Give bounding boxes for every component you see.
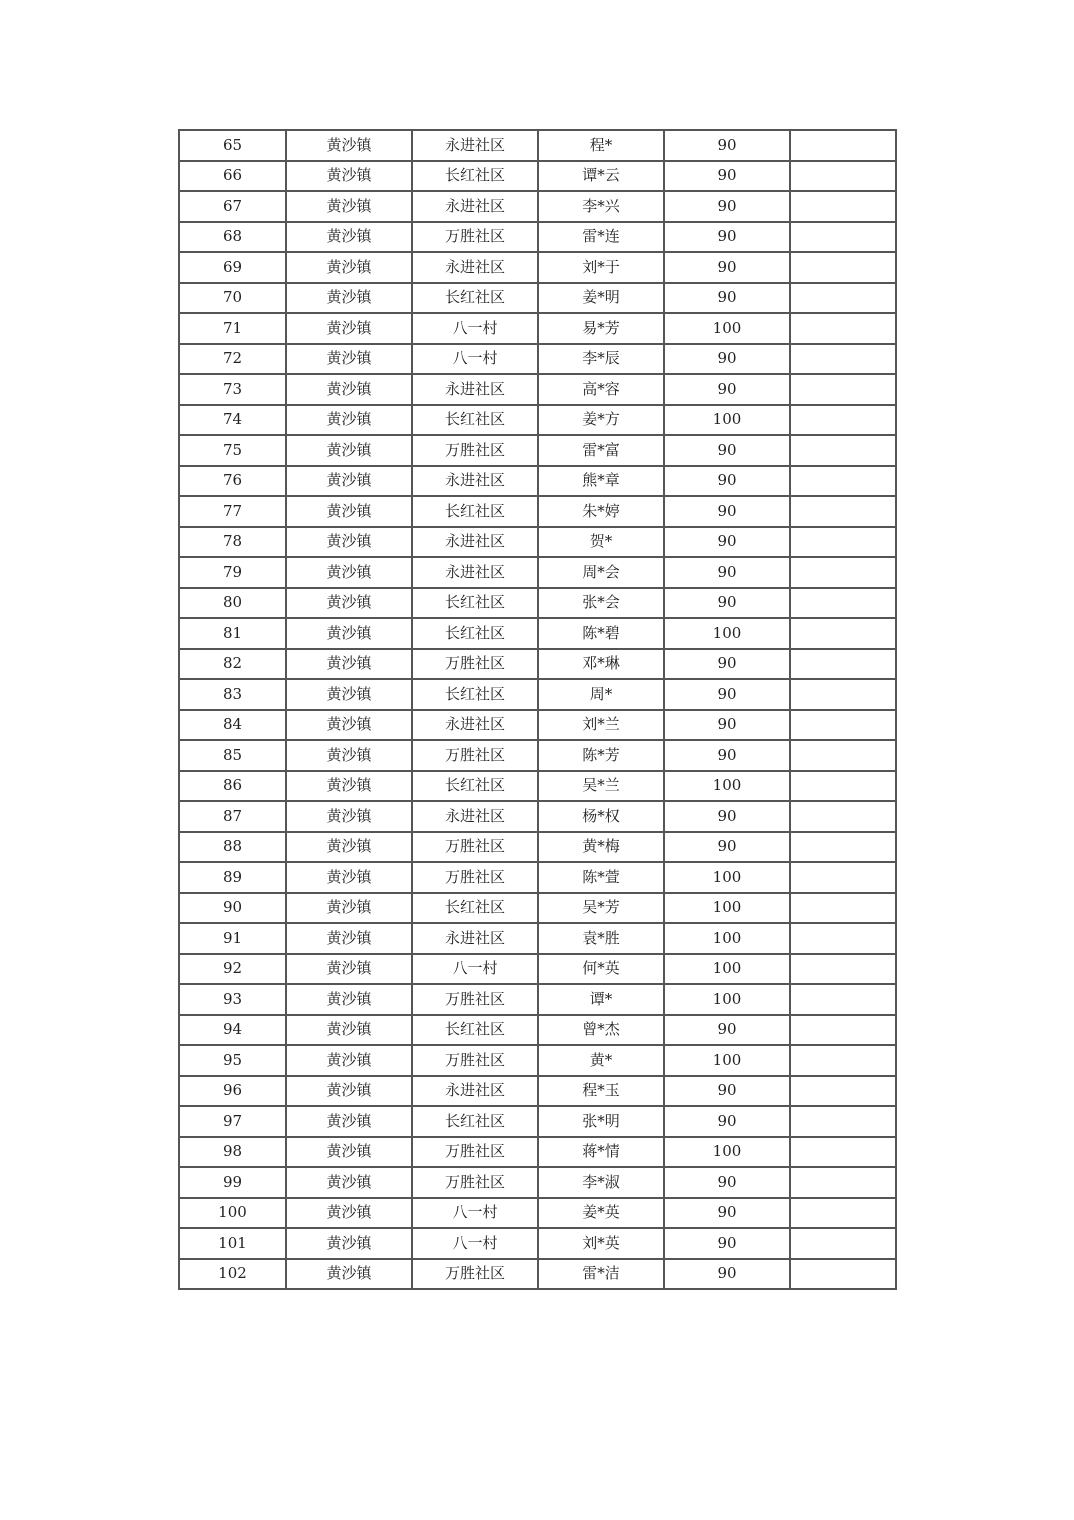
name-cell: 陈*芳 (538, 740, 664, 771)
row-index-cell: 102 (179, 1259, 286, 1290)
town-cell: 黄沙镇 (286, 923, 412, 954)
table-row (179, 496, 896, 527)
town-cell: 黄沙镇 (286, 496, 412, 527)
score-cell: 90 (664, 130, 790, 161)
row-index-cell: 95 (179, 1045, 286, 1076)
row-index-cell: 69 (179, 252, 286, 283)
town-cell: 黄沙镇 (286, 130, 412, 161)
table-row (179, 954, 896, 985)
row-index-cell: 70 (179, 283, 286, 314)
score-cell: 90 (664, 801, 790, 832)
town-cell: 黄沙镇 (286, 252, 412, 283)
name-cell: 张*会 (538, 588, 664, 619)
row-index-cell: 101 (179, 1228, 286, 1259)
score-cell: 90 (664, 557, 790, 588)
row-index-cell: 94 (179, 1015, 286, 1046)
note-cell (790, 771, 896, 802)
table-row (179, 618, 896, 649)
row-index-cell: 81 (179, 618, 286, 649)
note-cell (790, 1137, 896, 1168)
town-cell: 黄沙镇 (286, 1137, 412, 1168)
score-cell: 100 (664, 771, 790, 802)
score-cell: 100 (664, 862, 790, 893)
community-cell: 万胜社区 (412, 740, 538, 771)
table-row (179, 1045, 896, 1076)
table-row (179, 344, 896, 375)
name-cell: 周* (538, 679, 664, 710)
score-cell: 90 (664, 466, 790, 497)
name-cell: 陈*萱 (538, 862, 664, 893)
table-row (179, 527, 896, 558)
town-cell: 黄沙镇 (286, 435, 412, 466)
community-cell: 永进社区 (412, 466, 538, 497)
name-cell: 程*玉 (538, 1076, 664, 1107)
community-cell: 八一村 (412, 313, 538, 344)
table-row (179, 1228, 896, 1259)
name-cell: 雷*富 (538, 435, 664, 466)
name-cell: 雷*洁 (538, 1259, 664, 1290)
community-cell: 永进社区 (412, 374, 538, 405)
note-cell (790, 222, 896, 253)
score-cell: 90 (664, 740, 790, 771)
row-index-cell: 96 (179, 1076, 286, 1107)
note-cell (790, 740, 896, 771)
name-cell: 谭* (538, 984, 664, 1015)
row-index-cell: 71 (179, 313, 286, 344)
table-row (179, 1137, 896, 1168)
town-cell: 黄沙镇 (286, 344, 412, 375)
row-index-cell: 77 (179, 496, 286, 527)
note-cell (790, 344, 896, 375)
community-cell: 永进社区 (412, 130, 538, 161)
name-cell: 刘*英 (538, 1228, 664, 1259)
row-index-cell: 72 (179, 344, 286, 375)
note-cell (790, 405, 896, 436)
row-index-cell: 87 (179, 801, 286, 832)
community-cell: 万胜社区 (412, 984, 538, 1015)
community-cell: 永进社区 (412, 923, 538, 954)
table-row (179, 252, 896, 283)
note-cell (790, 1076, 896, 1107)
community-cell: 永进社区 (412, 801, 538, 832)
town-cell: 黄沙镇 (286, 740, 412, 771)
row-index-cell: 83 (179, 679, 286, 710)
score-cell: 100 (664, 893, 790, 924)
table-row (179, 893, 896, 924)
roster-table-body (179, 130, 896, 1289)
score-cell: 90 (664, 1198, 790, 1229)
community-cell: 万胜社区 (412, 222, 538, 253)
table-row (179, 1015, 896, 1046)
table-row (179, 923, 896, 954)
score-cell: 90 (664, 191, 790, 222)
row-index-cell: 91 (179, 923, 286, 954)
table-row (179, 191, 896, 222)
name-cell: 吴*兰 (538, 771, 664, 802)
town-cell: 黄沙镇 (286, 313, 412, 344)
row-index-cell: 65 (179, 130, 286, 161)
name-cell: 刘*于 (538, 252, 664, 283)
table-row (179, 374, 896, 405)
town-cell: 黄沙镇 (286, 1076, 412, 1107)
town-cell: 黄沙镇 (286, 649, 412, 680)
roster-table (178, 129, 897, 1290)
name-cell: 易*芳 (538, 313, 664, 344)
table-row (179, 649, 896, 680)
town-cell: 黄沙镇 (286, 893, 412, 924)
table-row (179, 161, 896, 192)
score-cell: 100 (664, 1137, 790, 1168)
row-index-cell: 92 (179, 954, 286, 985)
note-cell (790, 1015, 896, 1046)
score-cell: 90 (664, 222, 790, 253)
community-cell: 八一村 (412, 954, 538, 985)
town-cell: 黄沙镇 (286, 984, 412, 1015)
note-cell (790, 252, 896, 283)
community-cell: 长红社区 (412, 771, 538, 802)
name-cell: 黄* (538, 1045, 664, 1076)
score-cell: 90 (664, 710, 790, 741)
community-cell: 万胜社区 (412, 1137, 538, 1168)
community-cell: 永进社区 (412, 191, 538, 222)
score-cell: 90 (664, 1106, 790, 1137)
note-cell (790, 557, 896, 588)
note-cell (790, 1259, 896, 1290)
row-index-cell: 66 (179, 161, 286, 192)
town-cell: 黄沙镇 (286, 527, 412, 558)
table-row (179, 984, 896, 1015)
note-cell (790, 1045, 896, 1076)
score-cell: 90 (664, 832, 790, 863)
name-cell: 雷*连 (538, 222, 664, 253)
note-cell (790, 832, 896, 863)
name-cell: 李*兴 (538, 191, 664, 222)
table-row (179, 862, 896, 893)
community-cell: 万胜社区 (412, 1045, 538, 1076)
note-cell (790, 374, 896, 405)
score-cell: 100 (664, 923, 790, 954)
score-cell: 100 (664, 618, 790, 649)
community-cell: 长红社区 (412, 405, 538, 436)
table-row (179, 679, 896, 710)
table-row (179, 832, 896, 863)
row-index-cell: 93 (179, 984, 286, 1015)
row-index-cell: 68 (179, 222, 286, 253)
score-cell: 90 (664, 161, 790, 192)
town-cell: 黄沙镇 (286, 588, 412, 619)
community-cell: 长红社区 (412, 679, 538, 710)
name-cell: 周*会 (538, 557, 664, 588)
row-index-cell: 82 (179, 649, 286, 680)
name-cell: 朱*婷 (538, 496, 664, 527)
table-row (179, 710, 896, 741)
town-cell: 黄沙镇 (286, 283, 412, 314)
town-cell: 黄沙镇 (286, 1015, 412, 1046)
note-cell (790, 130, 896, 161)
name-cell: 姜*明 (538, 283, 664, 314)
row-index-cell: 97 (179, 1106, 286, 1137)
community-cell: 长红社区 (412, 496, 538, 527)
community-cell: 万胜社区 (412, 1167, 538, 1198)
town-cell: 黄沙镇 (286, 191, 412, 222)
table-row (179, 588, 896, 619)
score-cell: 90 (664, 1259, 790, 1290)
community-cell: 万胜社区 (412, 832, 538, 863)
name-cell: 高*容 (538, 374, 664, 405)
score-cell: 90 (664, 344, 790, 375)
row-index-cell: 76 (179, 466, 286, 497)
table-row (179, 1167, 896, 1198)
table-row (179, 466, 896, 497)
town-cell: 黄沙镇 (286, 1045, 412, 1076)
row-index-cell: 86 (179, 771, 286, 802)
town-cell: 黄沙镇 (286, 405, 412, 436)
community-cell: 万胜社区 (412, 649, 538, 680)
note-cell (790, 984, 896, 1015)
name-cell: 刘*兰 (538, 710, 664, 741)
town-cell: 黄沙镇 (286, 801, 412, 832)
town-cell: 黄沙镇 (286, 161, 412, 192)
score-cell: 90 (664, 1228, 790, 1259)
score-cell: 90 (664, 374, 790, 405)
town-cell: 黄沙镇 (286, 1259, 412, 1290)
table-row (179, 1106, 896, 1137)
row-index-cell: 100 (179, 1198, 286, 1229)
town-cell: 黄沙镇 (286, 466, 412, 497)
note-cell (790, 435, 896, 466)
name-cell: 杨*权 (538, 801, 664, 832)
town-cell: 黄沙镇 (286, 1198, 412, 1229)
score-cell: 90 (664, 496, 790, 527)
note-cell (790, 1167, 896, 1198)
community-cell: 长红社区 (412, 283, 538, 314)
note-cell (790, 191, 896, 222)
score-cell: 100 (664, 984, 790, 1015)
name-cell: 谭*云 (538, 161, 664, 192)
name-cell: 张*明 (538, 1106, 664, 1137)
note-cell (790, 1106, 896, 1137)
row-index-cell: 79 (179, 557, 286, 588)
community-cell: 长红社区 (412, 618, 538, 649)
row-index-cell: 99 (179, 1167, 286, 1198)
score-cell: 90 (664, 252, 790, 283)
table-row (179, 283, 896, 314)
name-cell: 黄*梅 (538, 832, 664, 863)
score-cell: 90 (664, 649, 790, 680)
name-cell: 蒋*情 (538, 1137, 664, 1168)
name-cell: 邓*琳 (538, 649, 664, 680)
name-cell: 贺* (538, 527, 664, 558)
score-cell: 90 (664, 283, 790, 314)
name-cell: 熊*章 (538, 466, 664, 497)
town-cell: 黄沙镇 (286, 618, 412, 649)
score-cell: 100 (664, 313, 790, 344)
row-index-cell: 78 (179, 527, 286, 558)
town-cell: 黄沙镇 (286, 832, 412, 863)
note-cell (790, 588, 896, 619)
note-cell (790, 283, 896, 314)
town-cell: 黄沙镇 (286, 771, 412, 802)
note-cell (790, 618, 896, 649)
table-row (179, 130, 896, 161)
town-cell: 黄沙镇 (286, 557, 412, 588)
score-cell: 100 (664, 405, 790, 436)
community-cell: 万胜社区 (412, 862, 538, 893)
town-cell: 黄沙镇 (286, 1167, 412, 1198)
community-cell: 万胜社区 (412, 1259, 538, 1290)
name-cell: 吴*芳 (538, 893, 664, 924)
name-cell: 袁*胜 (538, 923, 664, 954)
row-index-cell: 84 (179, 710, 286, 741)
score-cell: 90 (664, 679, 790, 710)
table-row (179, 557, 896, 588)
note-cell (790, 801, 896, 832)
note-cell (790, 1198, 896, 1229)
table-row (179, 313, 896, 344)
community-cell: 永进社区 (412, 252, 538, 283)
community-cell: 长红社区 (412, 1015, 538, 1046)
town-cell: 黄沙镇 (286, 222, 412, 253)
score-cell: 90 (664, 1076, 790, 1107)
community-cell: 永进社区 (412, 527, 538, 558)
town-cell: 黄沙镇 (286, 679, 412, 710)
name-cell: 程* (538, 130, 664, 161)
table-row (179, 222, 896, 253)
town-cell: 黄沙镇 (286, 374, 412, 405)
community-cell: 长红社区 (412, 161, 538, 192)
note-cell (790, 1228, 896, 1259)
row-index-cell: 90 (179, 893, 286, 924)
note-cell (790, 161, 896, 192)
town-cell: 黄沙镇 (286, 710, 412, 741)
table-row (179, 1259, 896, 1290)
note-cell (790, 923, 896, 954)
note-cell (790, 862, 896, 893)
name-cell: 姜*英 (538, 1198, 664, 1229)
table-row (179, 771, 896, 802)
row-index-cell: 67 (179, 191, 286, 222)
table-row (179, 1076, 896, 1107)
row-index-cell: 88 (179, 832, 286, 863)
note-cell (790, 649, 896, 680)
row-index-cell: 98 (179, 1137, 286, 1168)
community-cell: 永进社区 (412, 557, 538, 588)
community-cell: 八一村 (412, 1228, 538, 1259)
town-cell: 黄沙镇 (286, 954, 412, 985)
table-row (179, 801, 896, 832)
name-cell: 何*英 (538, 954, 664, 985)
row-index-cell: 85 (179, 740, 286, 771)
table-row (179, 435, 896, 466)
score-cell: 90 (664, 588, 790, 619)
note-cell (790, 496, 896, 527)
town-cell: 黄沙镇 (286, 1228, 412, 1259)
name-cell: 曾*杰 (538, 1015, 664, 1046)
row-index-cell: 89 (179, 862, 286, 893)
community-cell: 八一村 (412, 344, 538, 375)
community-cell: 长红社区 (412, 893, 538, 924)
community-cell: 万胜社区 (412, 435, 538, 466)
community-cell: 永进社区 (412, 1076, 538, 1107)
town-cell: 黄沙镇 (286, 862, 412, 893)
score-cell: 90 (664, 1167, 790, 1198)
town-cell: 黄沙镇 (286, 1106, 412, 1137)
note-cell (790, 954, 896, 985)
score-cell: 90 (664, 1015, 790, 1046)
name-cell: 李*辰 (538, 344, 664, 375)
note-cell (790, 710, 896, 741)
community-cell: 长红社区 (412, 588, 538, 619)
note-cell (790, 313, 896, 344)
community-cell: 八一村 (412, 1198, 538, 1229)
score-cell: 90 (664, 527, 790, 558)
community-cell: 永进社区 (412, 710, 538, 741)
note-cell (790, 893, 896, 924)
community-cell: 长红社区 (412, 1106, 538, 1137)
name-cell: 陈*碧 (538, 618, 664, 649)
row-index-cell: 74 (179, 405, 286, 436)
table-row (179, 405, 896, 436)
note-cell (790, 466, 896, 497)
row-index-cell: 80 (179, 588, 286, 619)
table-row (179, 740, 896, 771)
score-cell: 100 (664, 954, 790, 985)
name-cell: 姜*方 (538, 405, 664, 436)
table-row (179, 1198, 896, 1229)
name-cell: 李*淑 (538, 1167, 664, 1198)
row-index-cell: 75 (179, 435, 286, 466)
note-cell (790, 527, 896, 558)
score-cell: 90 (664, 435, 790, 466)
score-cell: 100 (664, 1045, 790, 1076)
row-index-cell: 73 (179, 374, 286, 405)
note-cell (790, 679, 896, 710)
